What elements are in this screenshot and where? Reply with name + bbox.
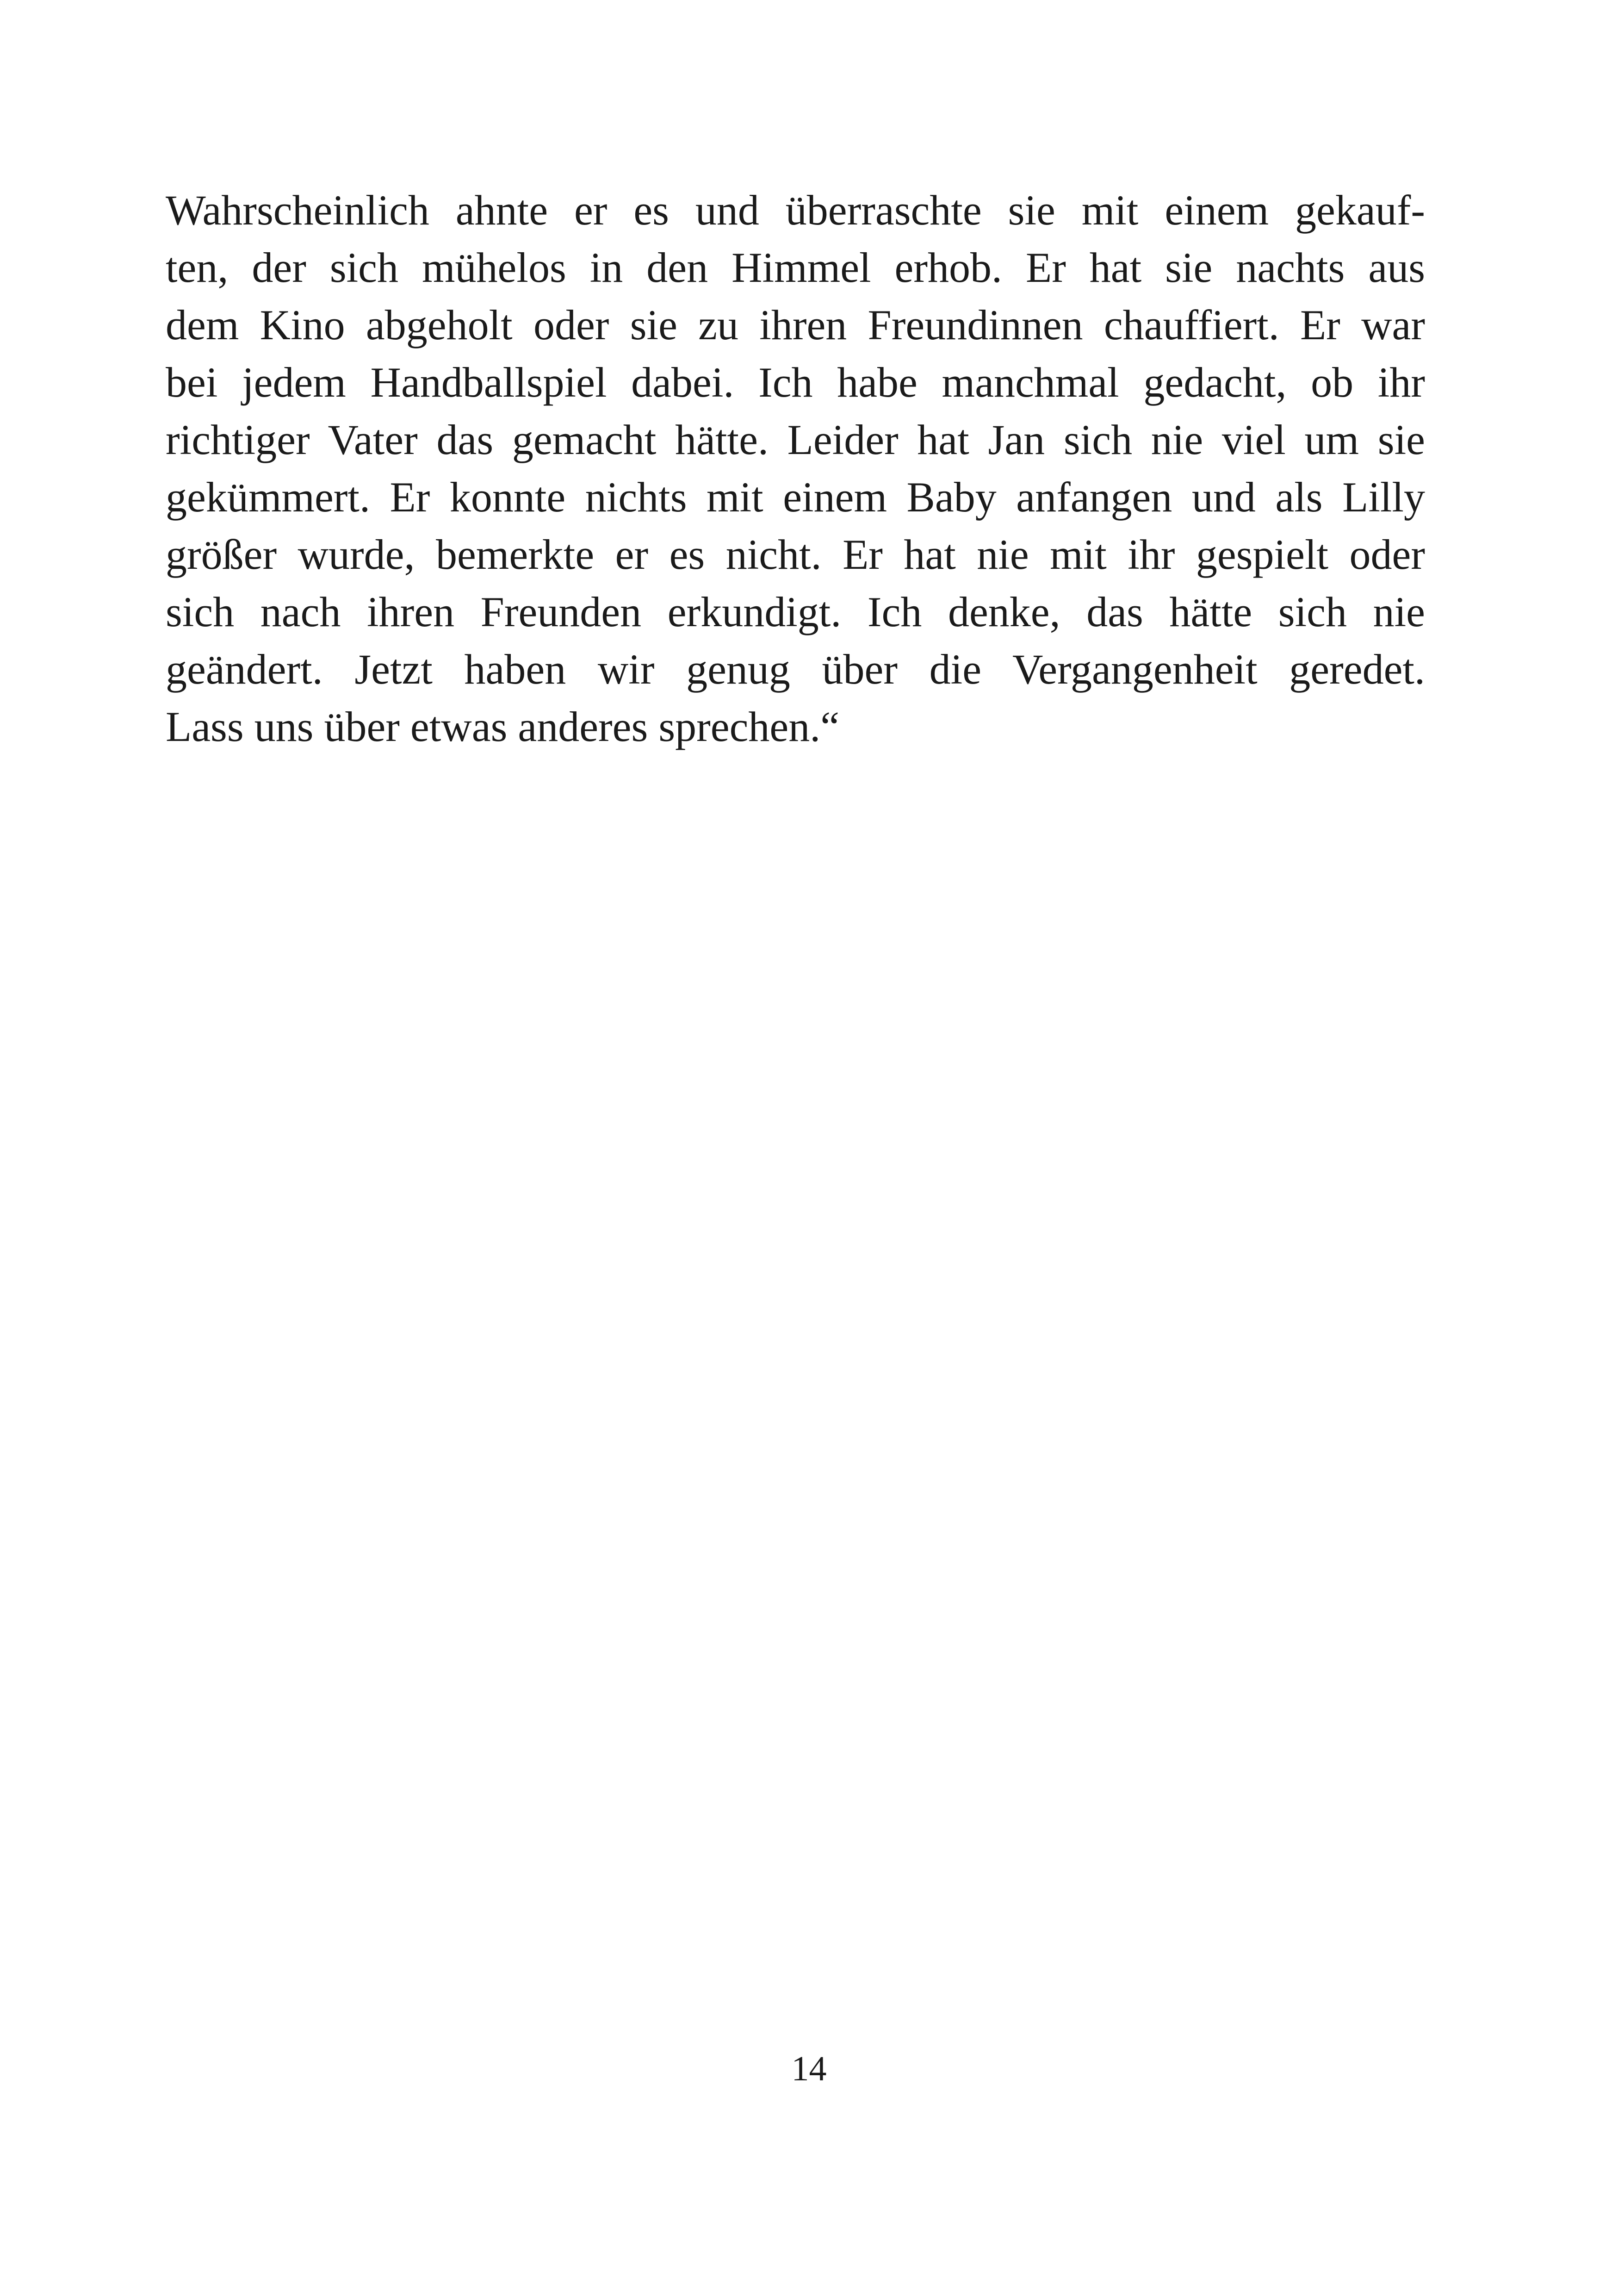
text-line: gekümmert. Er konnte nichts mit einem Baby anfangen und als Lilly [166, 473, 1425, 521]
text-line: größer wurde, bemerkte er es nicht. Er hat nie mit ihr gespielt oder [166, 531, 1425, 578]
text-line: geändert. Jetzt haben wir genug über die Vergangenheit geredet. [166, 646, 1425, 693]
text-line: bei jedem Handballspiel dabei. Ich habe manchmal gedacht, ob ihr [166, 359, 1425, 406]
text-line: dem Kino abgeholt oder sie zu ihren Freundinnen chauffiert. Er war [166, 301, 1425, 348]
text-line: ten, der sich mühelos in den Himmel erhob. Er hat sie nachts aus [166, 244, 1425, 291]
text-line: richtiger Vater das gemacht hätte. Leider hat Jan sich nie viel um sie [166, 416, 1425, 463]
page-number: 14 [791, 2049, 827, 2088]
text-line: Lass uns über etwas anderes sprechen.“ [166, 703, 840, 750]
text-line: Wahrscheinlich ahnte er es und überraschte sie mit einem gekauf- [166, 187, 1425, 234]
text-line: sich nach ihren Freunden erkundigt. Ich denke, das hätte sich nie [166, 588, 1425, 635]
body-paragraph [166, 181, 1425, 755]
